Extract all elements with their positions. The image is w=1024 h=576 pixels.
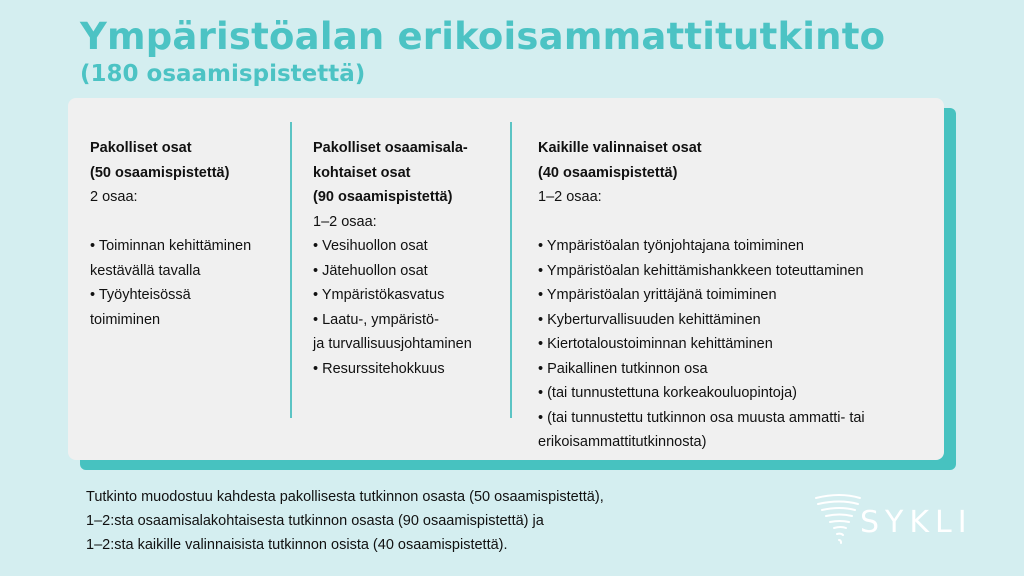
column-specialization	[313, 136, 523, 381]
column-heading: kohtaiset osat	[313, 164, 411, 181]
list-item: • Kiertotaloustoiminnan kehittäminen	[538, 336, 773, 352]
footer-line: 1–2:sta kaikille valinnaisista tutkinnon osista (40 osaamispistettä).	[86, 537, 508, 553]
list-item: • Kyberturvallisuuden kehittäminen	[538, 311, 761, 328]
list-item: kestävällä tavalla	[90, 262, 201, 279]
column-count: 1–2 osaa:	[313, 213, 377, 230]
column-divider	[290, 122, 292, 418]
list-item: • Laatu-, ympäristö-	[313, 311, 439, 328]
title-main: Ympäristöalan erikoisammattitutkinto	[80, 15, 886, 58]
list-item: • Ympäristöalan työnjohtajana toimiminen	[538, 238, 804, 254]
list-item: • Resurssitehokkuus	[313, 360, 445, 377]
page-title	[80, 12, 885, 88]
list-item: • (tai tunnustettu tutkinnon osa muusta ammatti- tai	[538, 409, 865, 426]
list-item: • Ympäristöalan yrittäjänä toimiminen	[538, 287, 777, 303]
list-item: • Jätehuollon osat	[313, 262, 428, 279]
column-heading: Pakolliset osat	[90, 140, 192, 156]
column-count: 2 osaa:	[90, 189, 138, 205]
column-heading: Pakolliset osaamisala-	[313, 140, 468, 156]
list-item: • Paikallinen tutkinnon osa	[538, 360, 708, 377]
list-item: • Toiminnan kehittäminen	[90, 238, 252, 254]
column-optional	[538, 136, 928, 455]
column-heading: Kaikille valinnaiset osat	[538, 140, 702, 156]
list-item: ja turvallisuusjohtaminen	[313, 336, 472, 352]
content-card	[68, 98, 944, 460]
column-count: 1–2 osaa:	[538, 189, 602, 205]
title-sub: (180 osaamispistettä)	[80, 61, 366, 87]
column-heading: (90 osaamispistettä)	[313, 189, 453, 205]
list-item: • Ympäristökasvatus	[313, 287, 445, 303]
column-heading: (50 osaamispistettä)	[90, 164, 230, 181]
list-item: • Ympäristöalan kehittämishankkeen toteuttaminen	[538, 262, 864, 279]
footer-text	[86, 485, 604, 557]
column-divider	[510, 122, 512, 418]
logo-wordmark: SYKLI	[860, 505, 973, 540]
column-heading: (40 osaamispistettä)	[538, 164, 678, 181]
list-item: erikoisammattitutkinnosta)	[538, 434, 707, 450]
list-item: toimiminen	[90, 311, 161, 328]
column-mandatory	[90, 136, 290, 332]
footer-line: Tutkinto muodostuu kahdesta pakollisesta tutkinnon osasta (50 osaamispistettä),	[86, 489, 604, 505]
list-item: • Vesihuollon osat	[313, 238, 428, 254]
list-item: • (tai tunnustettuna korkeakouluopintoja)	[538, 385, 797, 401]
footer-line: 1–2:sta osaamisalakohtaisesta tutkinnon osasta (90 osaamispistettä) ja	[86, 513, 544, 529]
list-item: • Työyhteisössä	[90, 287, 191, 303]
